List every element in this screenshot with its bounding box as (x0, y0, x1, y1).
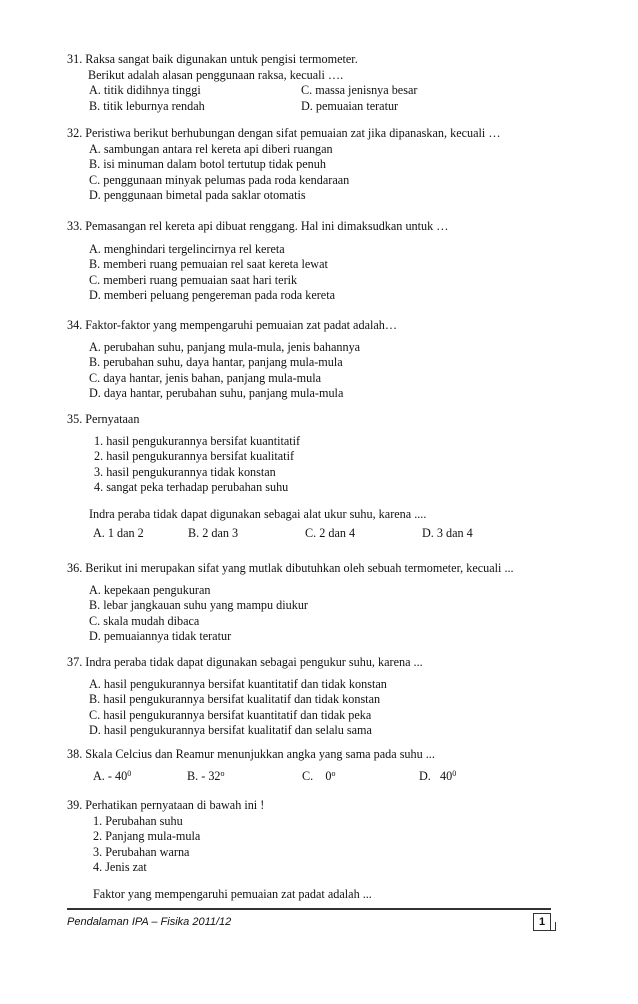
question-36 (67, 561, 587, 645)
question-stem: 34. Faktor-faktor yang mempengaruhi pemuaian zat padat adalah… (67, 318, 398, 332)
question-stem: 31. Raksa sangat baik digunakan untuk pengisi termometer. (67, 52, 358, 66)
option-d: D. daya hantar, perubahan suhu, panjang mula-mula (89, 386, 344, 400)
question-33 (67, 219, 587, 304)
option-d: D. 3 dan 4 (422, 526, 473, 540)
question-stem: 39. Perhatikan pernyataan di bawah ini ! (67, 798, 265, 812)
statement-3: 3. hasil pengukurannya tidak konstan (94, 464, 276, 479)
option-c: C. skala mudah dibaca (89, 613, 200, 628)
statement-1: 1. hasil pengukurannya bersifat kuantitatif (94, 433, 301, 448)
option-c: C. penggunaan minyak pelumas pada roda kendaraan (89, 172, 350, 187)
option-b: B. memberi ruang pemuaian rel saat kereta lewat (89, 257, 328, 271)
option-a: A. hasil pengukurannya bersifat kuantitatif dan tidak konstan (89, 676, 387, 691)
options-grid (67, 83, 587, 114)
page-footer (67, 908, 551, 932)
option-b: B. hasil pengukurannya bersifat kualitatif dan tidak konstan (89, 692, 381, 706)
question-subtext: Indra peraba tidak dapat digunakan sebagai alat ukur suhu, karena .... (89, 506, 427, 521)
option-a: A. menghindari tergelincirnya rel kereta (89, 241, 285, 256)
question-stem: 32. Peristiwa berikut berhubungan dengan sifat pemuaian zat jika dipanaskan, kecuali … (67, 126, 501, 140)
option-a: A. 1 dan 2 (93, 526, 144, 540)
option-b: B. 2 dan 3 (188, 526, 239, 540)
question-34 (67, 318, 587, 402)
statement-2: 2. Panjang mula-mula (93, 829, 201, 843)
option-d: D. pemuaiannya tidak teratur (89, 629, 232, 643)
options-row (67, 526, 587, 542)
option-c: C. daya hantar, jenis bahan, panjang mula-mula (89, 370, 322, 385)
statement-4: 4. sangat peka terhadap perubahan suhu (94, 480, 289, 494)
statement-3: 3. Perubahan warna (93, 844, 190, 859)
question-stem: 38. Skala Celcius dan Reamur menunjukkan angka yang sama pada suhu ... (67, 747, 435, 761)
option-a: A. kepekaan pengukuran (89, 582, 211, 597)
question-31 (67, 52, 587, 114)
footer-title: Pendalaman IPA – Fisika 2011/12 (67, 916, 232, 928)
page-number: 1 (533, 913, 551, 931)
option-c: C. hasil pengukurannya bersifat kuantitatif dan tidak peka (89, 707, 372, 722)
question-39 (67, 798, 587, 902)
option-d: D. memberi peluang pengereman pada roda kereta (89, 288, 336, 302)
option-a: A. - $40^0$ (93, 768, 132, 783)
option-c: C. 0$^o$ (302, 768, 336, 783)
option-c: C. 2 dan 4 (305, 526, 356, 540)
question-stem: 37. Indra peraba tidak dapat digunakan sebagai pengukur suhu, karena ... (67, 655, 423, 669)
question-subtext: Faktor yang mempengaruhi pemuaian zat padat adalah ... (93, 886, 372, 901)
statement-4: 4. Jenis zat (93, 860, 147, 874)
question-35 (67, 412, 587, 542)
option-d: D. penggunaan bimetal pada saklar otomatis (89, 188, 306, 202)
option-b: B. lebar jangkauan suhu yang mampu diukur (89, 598, 308, 612)
option-b: B. titik leburnya rendah (89, 98, 205, 113)
option-d: D. hasil pengukurannya bersifat kualitatif dan selalu sama (89, 723, 372, 737)
option-a: A. perubahan suhu, panjang mula-mula, jenis bahannya (89, 339, 361, 354)
option-b: B. - 32$^o$ (187, 768, 225, 783)
option-c: C. massa jenisnya besar (301, 83, 418, 97)
question-38 (67, 747, 587, 784)
option-c: C. memberi ruang pemuaian saat hari terik (89, 272, 298, 287)
option-d: D. $40^0$ (419, 768, 457, 783)
option-b: B. isi minuman dalam botol tertutup tidak penuh (89, 157, 326, 171)
question-37 (67, 655, 587, 739)
question-stem: 35. Pernyataan (67, 412, 140, 426)
question-32 (67, 126, 587, 204)
options-row (67, 769, 587, 785)
question-stem: 36. Berikut ini merupakan sifat yang mutlak dibutuhkan oleh sebuah termometer, kecuali ... (67, 561, 514, 575)
statement-2: 2. hasil pengukurannya bersifat kualitatif (94, 449, 295, 463)
question-subtext: Berikut adalah alasan penggunaan raksa, kecuali …. (88, 67, 344, 82)
option-b: B. perubahan suhu, daya hantar, panjang mula-mula (89, 355, 343, 369)
option-a: A. titik didihnya tinggi (89, 83, 201, 97)
option-d: D. pemuaian teratur (301, 98, 399, 113)
option-a: A. sambungan antara rel kereta api diberi ruangan (89, 141, 333, 156)
question-stem: 33. Pemasangan rel kereta api dibuat renggang. Hal ini dimaksudkan untuk … (67, 219, 449, 233)
statement-1: 1. Perubahan suhu (93, 813, 183, 828)
